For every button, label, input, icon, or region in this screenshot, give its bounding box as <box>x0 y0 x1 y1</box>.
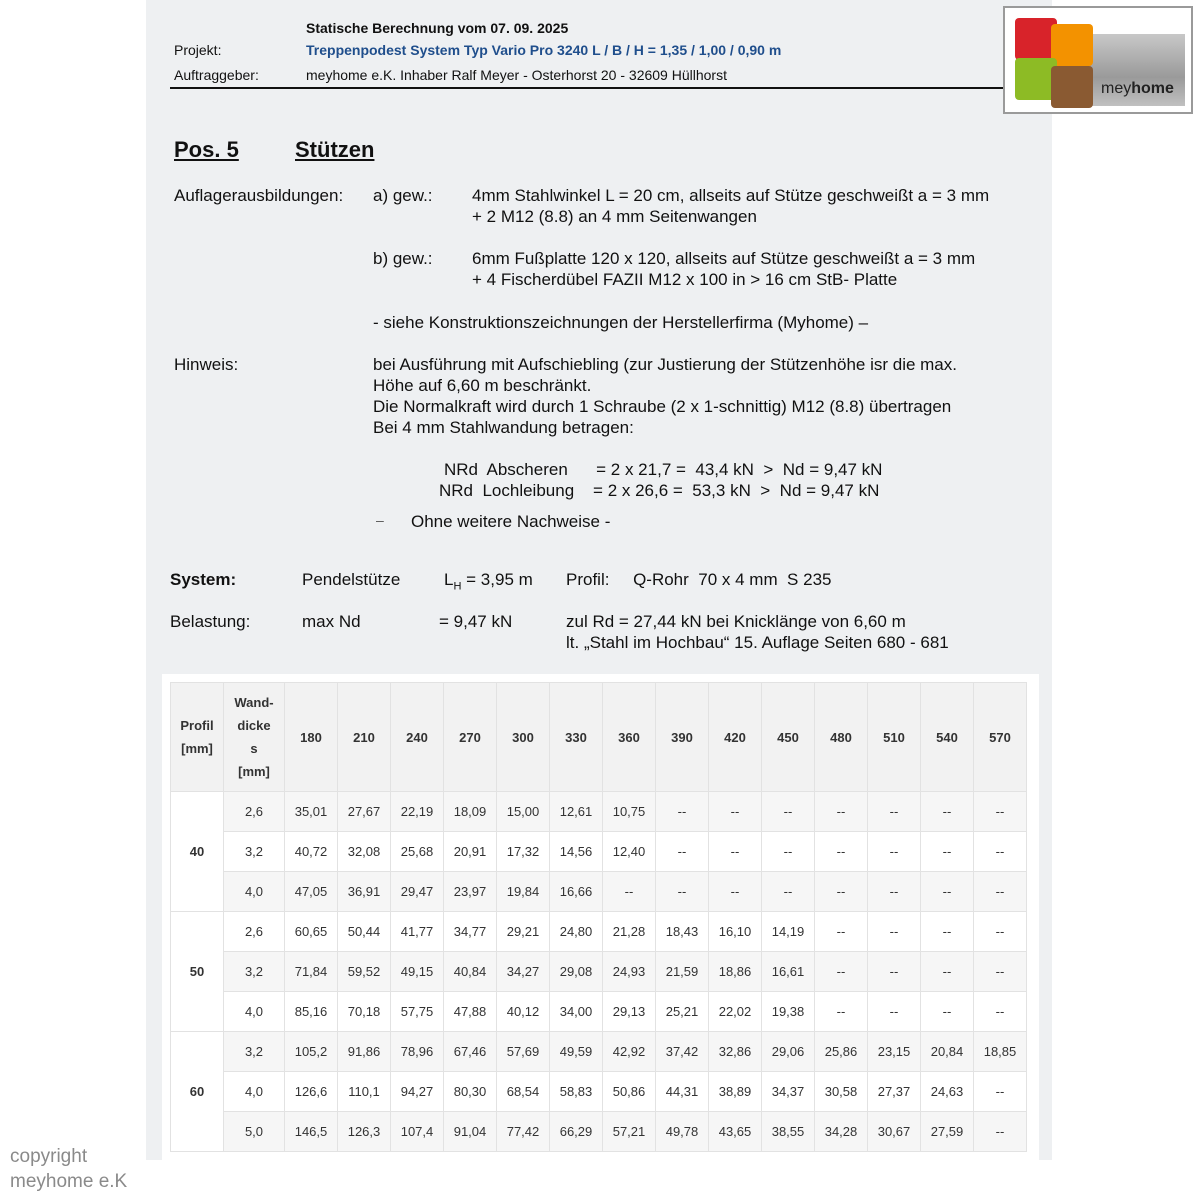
auflager-note: - siehe Konstruktionszeichnungen der Herstellerfirma (Myhome) – <box>373 313 869 332</box>
auflager-a-line1: 4mm Stahlwinkel L = 20 cm, allseits auf Stütze geschweißt a = 3 mm <box>472 186 990 205</box>
value-cell: -- <box>974 952 1027 992</box>
hinweis-line-4: Bei 4 mm Stahlwandung betragen: <box>373 418 634 437</box>
copyright-note <box>10 1144 127 1194</box>
value-cell: 23,97 <box>444 872 497 912</box>
value-cell: -- <box>815 992 868 1032</box>
value-cell: -- <box>868 992 921 1032</box>
value-cell: -- <box>868 832 921 872</box>
value-cell: 21,59 <box>656 952 709 992</box>
table-row <box>171 1112 1027 1152</box>
value-cell: 50,44 <box>338 912 391 952</box>
header-divider <box>170 87 1010 89</box>
value-cell: 27,67 <box>338 792 391 832</box>
profil-cell: 60 <box>171 1032 224 1152</box>
belastung-nd-label: max Nd <box>302 612 361 631</box>
value-cell: 78,96 <box>391 1032 444 1072</box>
value-cell: 34,00 <box>550 992 603 1032</box>
profil-cell: 40 <box>171 792 224 912</box>
value-cell: -- <box>921 872 974 912</box>
value-cell: 22,19 <box>391 792 444 832</box>
value-cell: 16,61 <box>762 952 815 992</box>
value-cell: 25,21 <box>656 992 709 1032</box>
header-length-330: 330 <box>550 683 603 792</box>
value-cell: 29,21 <box>497 912 550 952</box>
value-cell: -- <box>974 912 1027 952</box>
auflager-a-key: a) gew.: <box>373 186 433 205</box>
value-cell: 21,28 <box>603 912 656 952</box>
value-cell: 91,86 <box>338 1032 391 1072</box>
value-cell: 12,61 <box>550 792 603 832</box>
value-cell: 126,6 <box>285 1072 338 1112</box>
value-cell: 29,47 <box>391 872 444 912</box>
value-cell: 49,78 <box>656 1112 709 1152</box>
value-cell: -- <box>868 792 921 832</box>
auflager-b-key: b) gew.: <box>373 249 433 268</box>
value-cell: 50,86 <box>603 1072 656 1112</box>
value-cell: 17,32 <box>497 832 550 872</box>
header-profil <box>171 683 224 792</box>
hinweis-label: Hinweis: <box>174 355 239 374</box>
auftraggeber-value: meyhome e.K. Inhaber Ralf Meyer - Osterhorst 20 - 32609 Hüllhorst <box>306 67 727 83</box>
header-length-450: 450 <box>762 683 815 792</box>
table-row <box>171 1072 1027 1112</box>
value-cell: 49,59 <box>550 1032 603 1072</box>
copyright-line1: copyright <box>10 1146 88 1167</box>
value-cell: -- <box>656 792 709 832</box>
calc-abscheren: NRd Abscheren = 2 x 21,7 = 43,4 kN > Nd = 9,47 kN <box>444 460 883 479</box>
value-cell: -- <box>868 912 921 952</box>
value-cell: 30,58 <box>815 1072 868 1112</box>
table-row <box>171 952 1027 992</box>
logo-wordmark: meyhome <box>1101 80 1174 97</box>
value-cell: -- <box>815 832 868 872</box>
meyhome-logo <box>1003 6 1193 114</box>
projekt-value: Treppenpodest System Typ Vario Pro 3240 L / B / H = 1,35 / 1,00 / 0,90 m <box>306 42 782 58</box>
header-length-360: 360 <box>603 683 656 792</box>
system-profil: Profil: Q-Rohr 70 x 4 mm S 235 <box>566 570 832 589</box>
value-cell: 60,65 <box>285 912 338 952</box>
value-cell: -- <box>815 952 868 992</box>
value-cell: -- <box>868 872 921 912</box>
hinweis-line-1: bei Ausführung mit Aufschiebling (zur Justierung der Stützenhöhe isr die max. <box>373 355 957 374</box>
auflager-label: Auflagerausbildungen: <box>174 186 344 205</box>
header-length-570: 570 <box>974 683 1027 792</box>
value-cell: -- <box>974 792 1027 832</box>
header-length-480: 480 <box>815 683 868 792</box>
value-cell: -- <box>921 912 974 952</box>
value-cell: 37,42 <box>656 1032 709 1072</box>
wanddicke-cell: 4,0 <box>224 872 285 912</box>
header-length-510: 510 <box>868 683 921 792</box>
wanddicke-cell: 4,0 <box>224 992 285 1032</box>
value-cell: 25,86 <box>815 1032 868 1072</box>
value-cell: 22,02 <box>709 992 762 1032</box>
value-cell: 25,68 <box>391 832 444 872</box>
value-cell: -- <box>921 832 974 872</box>
value-cell: 34,27 <box>497 952 550 992</box>
table-row <box>171 832 1027 872</box>
value-cell: 32,08 <box>338 832 391 872</box>
value-cell: 29,08 <box>550 952 603 992</box>
value-cell: 42,92 <box>603 1032 656 1072</box>
value-cell: 24,93 <box>603 952 656 992</box>
value-cell: 70,18 <box>338 992 391 1032</box>
section-title: Stützen <box>295 137 375 162</box>
belastung-rd-line1: zul Rd = 27,44 kN bei Knicklänge von 6,60 m <box>566 612 906 631</box>
value-cell: -- <box>974 992 1027 1032</box>
value-cell: -- <box>762 872 815 912</box>
logo-cube-orange <box>1051 24 1093 66</box>
header-length-300: 300 <box>497 683 550 792</box>
value-cell: 58,83 <box>550 1072 603 1112</box>
value-cell: 41,77 <box>391 912 444 952</box>
wanddicke-cell: 2,6 <box>224 912 285 952</box>
belastung-nd-value: = 9,47 kN <box>439 612 513 631</box>
value-cell: 57,21 <box>603 1112 656 1152</box>
header-length-270: 270 <box>444 683 497 792</box>
copyright-line2: meyhome e.K <box>10 1171 128 1192</box>
value-cell: 18,86 <box>709 952 762 992</box>
value-cell: -- <box>709 872 762 912</box>
table-row <box>171 792 1027 832</box>
value-cell: -- <box>815 912 868 952</box>
value-cell: 36,91 <box>338 872 391 912</box>
value-cell: 14,56 <box>550 832 603 872</box>
belastung-rd-line2: lt. „Stahl im Hochbau“ 15. Auflage Seiten 680 - 681 <box>566 633 949 652</box>
value-cell: 68,54 <box>497 1072 550 1112</box>
header-length-240: 240 <box>391 683 444 792</box>
value-cell: 20,91 <box>444 832 497 872</box>
value-cell: 24,80 <box>550 912 603 952</box>
value-cell: -- <box>815 872 868 912</box>
value-cell: 24,63 <box>921 1072 974 1112</box>
value-cell: -- <box>974 1112 1027 1152</box>
value-cell: 38,55 <box>762 1112 815 1152</box>
auflager-a-line2: + 2 M12 (8.8) an 4 mm Seitenwangen <box>472 207 757 226</box>
value-cell: 34,37 <box>762 1072 815 1112</box>
value-cell: 27,37 <box>868 1072 921 1112</box>
value-cell: 44,31 <box>656 1072 709 1112</box>
value-cell: 40,84 <box>444 952 497 992</box>
value-cell: -- <box>709 792 762 832</box>
table-row <box>171 992 1027 1032</box>
value-cell: 16,10 <box>709 912 762 952</box>
value-cell: 15,00 <box>497 792 550 832</box>
value-cell: 67,46 <box>444 1032 497 1072</box>
header-wanddicke <box>224 683 285 792</box>
value-cell: -- <box>974 832 1027 872</box>
hinweis-line-3: Die Normalkraft wird durch 1 Schraube (2 x 1-schnittig) M12 (8.8) übertragen <box>373 397 952 416</box>
value-cell: 35,01 <box>285 792 338 832</box>
value-cell: 47,05 <box>285 872 338 912</box>
value-cell: -- <box>921 952 974 992</box>
value-cell: 49,15 <box>391 952 444 992</box>
value-cell: 107,4 <box>391 1112 444 1152</box>
value-cell: 57,69 <box>497 1032 550 1072</box>
value-cell: 10,75 <box>603 792 656 832</box>
value-cell: 126,3 <box>338 1112 391 1152</box>
value-cell: 77,42 <box>497 1112 550 1152</box>
value-cell: 66,29 <box>550 1112 603 1152</box>
wanddicke-cell: 3,2 <box>224 1032 285 1072</box>
belastung-label: Belastung: <box>170 612 251 631</box>
value-cell: -- <box>974 1072 1027 1112</box>
value-cell: 27,59 <box>921 1112 974 1152</box>
header-wand-line: s <box>250 741 258 756</box>
knicklast-table-container <box>162 674 1039 1164</box>
value-cell: -- <box>656 872 709 912</box>
value-cell: 40,12 <box>497 992 550 1032</box>
section-number: Pos. 5 <box>174 137 239 162</box>
header-wand-line: dicke <box>237 718 271 733</box>
value-cell: -- <box>868 952 921 992</box>
value-cell: 38,89 <box>709 1072 762 1112</box>
value-cell: 105,2 <box>285 1032 338 1072</box>
value-cell: 47,88 <box>444 992 497 1032</box>
value-cell: 30,67 <box>868 1112 921 1152</box>
value-cell: 146,5 <box>285 1112 338 1152</box>
logo-cube-brown <box>1051 66 1093 108</box>
value-cell: -- <box>921 792 974 832</box>
knicklast-table <box>170 682 1027 1152</box>
table-header-row <box>171 683 1027 792</box>
value-cell: 85,16 <box>285 992 338 1032</box>
value-cell: -- <box>709 832 762 872</box>
hinweis-line-2: Höhe auf 6,60 m beschränkt. <box>373 376 592 395</box>
value-cell: 57,75 <box>391 992 444 1032</box>
value-cell: 32,86 <box>709 1032 762 1072</box>
value-cell: -- <box>921 992 974 1032</box>
table-body <box>171 792 1027 1152</box>
value-cell: 29,13 <box>603 992 656 1032</box>
value-cell: -- <box>656 832 709 872</box>
value-cell: 71,84 <box>285 952 338 992</box>
value-cell: 12,40 <box>603 832 656 872</box>
header-wand-unit: [mm] <box>238 764 270 779</box>
wanddicke-cell: 5,0 <box>224 1112 285 1152</box>
value-cell: 20,84 <box>921 1032 974 1072</box>
projekt-label: Projekt: <box>174 42 222 58</box>
header-length-390: 390 <box>656 683 709 792</box>
value-cell: 34,77 <box>444 912 497 952</box>
header-length-210: 210 <box>338 683 391 792</box>
value-cell: 43,65 <box>709 1112 762 1152</box>
header-length-540: 540 <box>921 683 974 792</box>
ohne-dash: – <box>376 512 384 528</box>
value-cell: 94,27 <box>391 1072 444 1112</box>
system-length: $L_H = 3,95$ m <box>444 570 533 593</box>
value-cell: 18,85 <box>974 1032 1027 1072</box>
header-wand-line: Wand- <box>234 695 274 710</box>
value-cell: 80,30 <box>444 1072 497 1112</box>
value-cell: 19,84 <box>497 872 550 912</box>
value-cell: 14,19 <box>762 912 815 952</box>
auftraggeber-label: Auftraggeber: <box>174 67 259 83</box>
value-cell: 40,72 <box>285 832 338 872</box>
header-length-420: 420 <box>709 683 762 792</box>
value-cell: 18,43 <box>656 912 709 952</box>
profil-cell: 50 <box>171 912 224 1032</box>
header-profil-line: Profil <box>180 718 214 733</box>
system-type: Pendelstütze <box>302 570 401 589</box>
value-cell: 19,38 <box>762 992 815 1032</box>
value-cell: -- <box>974 872 1027 912</box>
value-cell: -- <box>815 792 868 832</box>
value-cell: -- <box>762 832 815 872</box>
value-cell: -- <box>762 792 815 832</box>
wanddicke-cell: 4,0 <box>224 1072 285 1112</box>
value-cell: 18,09 <box>444 792 497 832</box>
value-cell: 29,06 <box>762 1032 815 1072</box>
wanddicke-cell: 2,6 <box>224 792 285 832</box>
value-cell: 91,04 <box>444 1112 497 1152</box>
table-row <box>171 1032 1027 1072</box>
calc-lochleibung: NRd Lochleibung = 2 x 26,6 = 53,3 kN > Nd = 9,47 kN <box>439 481 880 500</box>
auflager-b-line2: + 4 Fischerdübel FAZII M12 x 100 in > 16 cm StB- Platte <box>472 270 898 289</box>
value-cell: 59,52 <box>338 952 391 992</box>
wanddicke-cell: 3,2 <box>224 832 285 872</box>
wanddicke-cell: 3,2 <box>224 952 285 992</box>
header-profil-unit: [mm] <box>181 741 213 756</box>
table-row <box>171 912 1027 952</box>
value-cell: 110,1 <box>338 1072 391 1112</box>
system-label: System: <box>170 570 237 589</box>
header-length-180: 180 <box>285 683 338 792</box>
auflager-b-line1: 6mm Fußplatte 120 x 120, allseits auf Stütze geschweißt a = 3 mm <box>472 249 976 268</box>
value-cell: -- <box>603 872 656 912</box>
value-cell: 34,28 <box>815 1112 868 1152</box>
calculation-title: Statische Berechnung vom 07. 09. 2025 <box>306 20 569 36</box>
ohne-nachweise: Ohne weitere Nachweise - <box>411 512 611 531</box>
value-cell: 23,15 <box>868 1032 921 1072</box>
table-row <box>171 872 1027 912</box>
value-cell: 16,66 <box>550 872 603 912</box>
